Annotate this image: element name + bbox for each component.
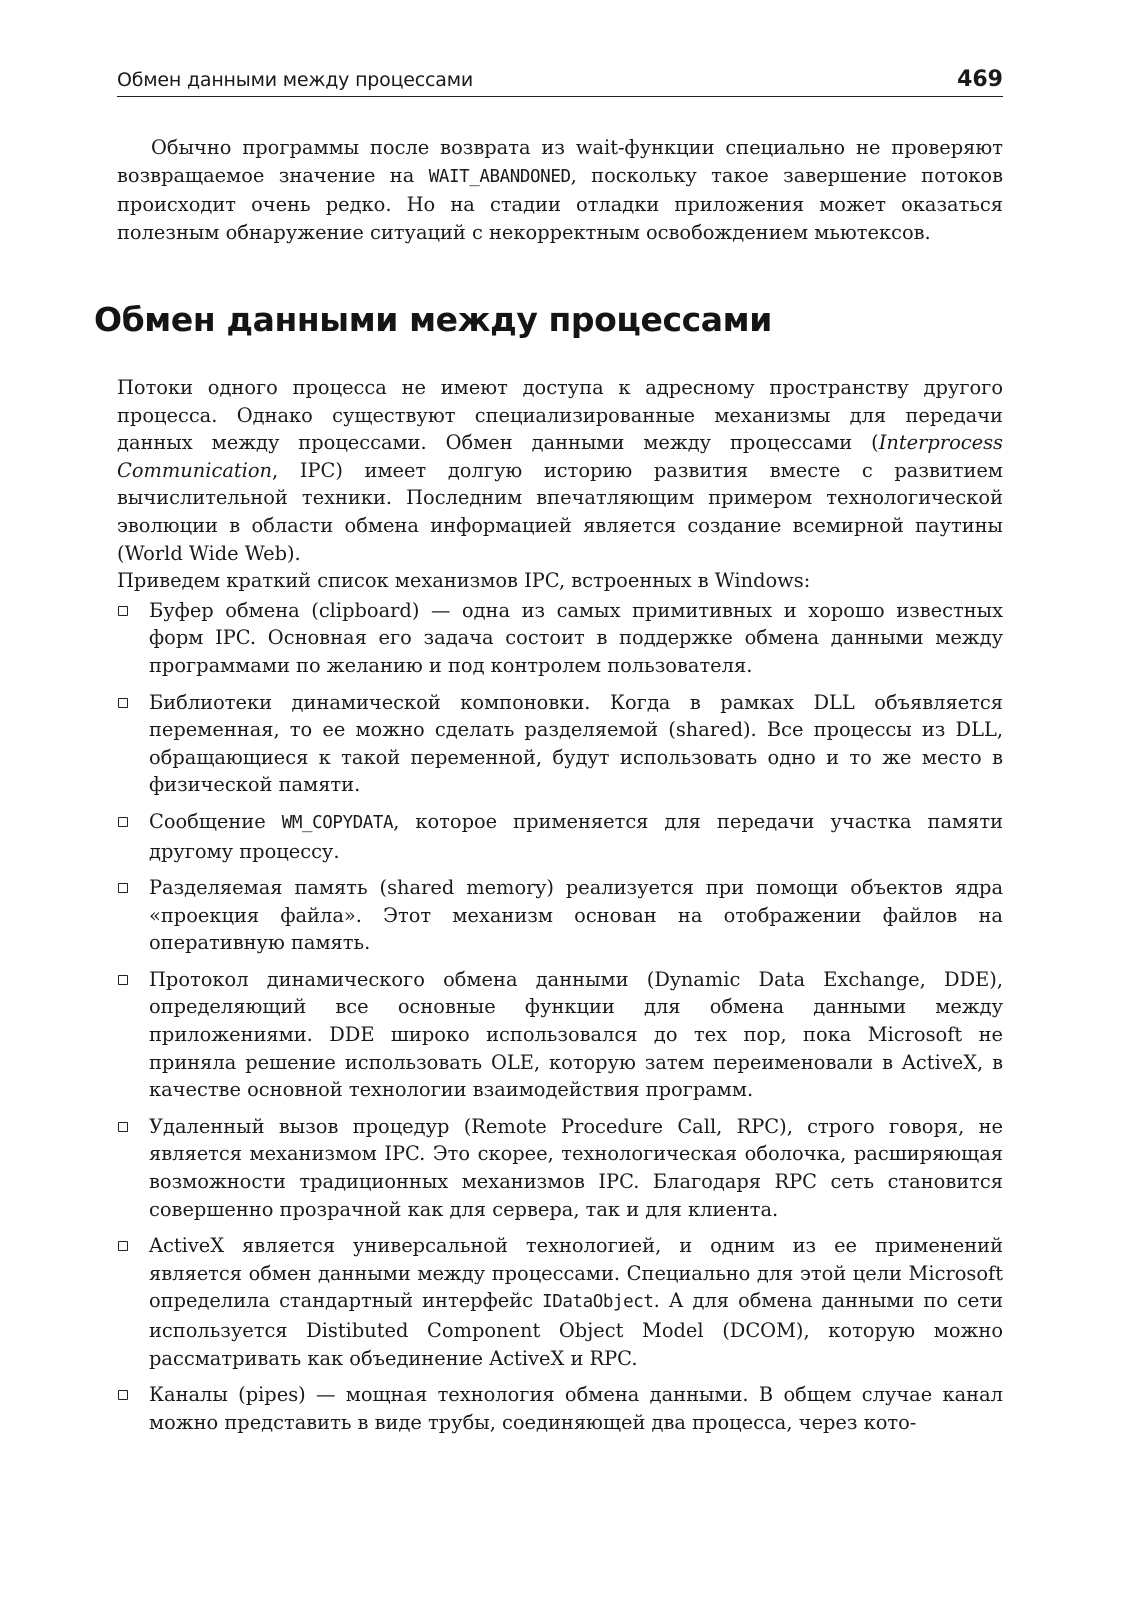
list-item-wm-copydata <box>117 808 1003 865</box>
list-item-shared-memory <box>117 874 1003 957</box>
list-item-text: Протокол динамического обмена данными (Dynamic Data Exchange, DDE), определяющий все основные функции для обмена данными между приложениями. DDE широко использовался до тех пор, пока Microsoft не приняла решение использовать OLE, которую затем переименовали в ActiveX, в качестве основной технологии взаимодействия программ. <box>149 967 1003 1102</box>
running-header <box>117 62 1003 97</box>
checkbox-bullet-icon <box>118 606 128 616</box>
section-heading: Обмен данными между процессами <box>94 300 772 339</box>
intro-paragraph <box>117 134 1003 246</box>
list-item-text-start: Сообщение <box>149 809 282 833</box>
list-lead-paragraph: Приведем краткий список механизмов IPC, встроенных в Windows: <box>117 569 811 593</box>
intro-text-end: , поскольку такое завершение потоков происходит очень редко. Но на стадии отладки приложения может оказаться полезным обнаружение ситуаций с некорректным освобождением мьютексов. <box>117 163 1003 244</box>
page-number: 469 <box>957 67 1003 92</box>
ipc-intro-text-end: , IPC) имеет долгую историю развития вместе с развитием вычислительной техники. Последним впечатляющим примером технологической эволюции в области обмена информацией является создание всемирной паутины (World Wide Web). <box>117 458 1003 565</box>
list-item-rpc <box>117 1113 1003 1223</box>
checkbox-bullet-icon <box>118 1122 128 1132</box>
list-item-text-end: , которое применяется для передачи участка памяти другому процессу. <box>149 809 1003 863</box>
checkbox-bullet-icon <box>118 975 128 985</box>
list-item-activex <box>117 1232 1003 1372</box>
ipc-mechanisms-list <box>117 597 1003 1437</box>
list-item-text: Буфер обмена (clipboard) — одна из самых примитивных и хорошо известных форм IPC. Основная его задача состоит в поддержке обмена данными между программами по желанию и под контролем пользователя. <box>149 598 1003 677</box>
checkbox-bullet-icon <box>118 1241 128 1251</box>
intro-text-start: Обычно программы после возврата из wait-функции специально не проверяют возвращаемое значение на <box>117 136 1003 187</box>
ipc-intro-paragraph <box>117 374 1003 567</box>
list-item-dll <box>117 689 1003 799</box>
list-item-text: Библиотеки динамической компоновки. Когда в рамках DLL объявляется переменная, то ее можно сделать разделяемой (shared). Все процессы из DLL, обращающиеся к такой переменной, будут использовать одно и то же место в физической памяти. <box>149 690 1003 797</box>
list-item-pipes <box>117 1381 1003 1436</box>
checkbox-bullet-icon <box>118 817 128 827</box>
code-wait-abandoned: WAIT_ABANDONED <box>428 166 571 187</box>
list-item-text: Разделяемая память (shared memory) реализуется при помощи объектов ядра «проекция файла». Этот механизм основан на отображении файлов на оперативную память. <box>149 876 1003 955</box>
list-item-text-end: . А для обмена данными по сети используется Distibuted Component Object Model (DCOM), которую можно рассматривать как объединение ActiveX и RPC. <box>149 1289 1003 1370</box>
ipc-intro-text-start: Потоки одного процесса не имеют доступа к адресному пространству другого процесса. Однако существуют специализированные механизмы для передачи данных между процессами. Обмен данными между процессами ( <box>117 376 1003 455</box>
code-wm-copydata: WM_COPYDATA <box>281 812 394 833</box>
list-item-dde <box>117 966 1003 1104</box>
checkbox-bullet-icon <box>118 883 128 893</box>
list-item-clipboard <box>117 597 1003 680</box>
list-item-text: Удаленный вызов процедур (Remote Procedure Call, RPC), строго говоря, не является механизмом IPC. Это скорее, технологическая оболочка, расширяющая возможности традиционных механизмов IPC. Благодаря RPC сеть становится совершенно прозрачной как для сервера, так и для клиента. <box>149 1114 1003 1221</box>
running-title: Обмен данными между процессами <box>117 69 474 91</box>
list-item-text: Каналы (pipes) — мощная технология обмена данными. В общем случае канал можно представить в виде трубы, соединяющей два процесса, через кото- <box>149 1383 1003 1434</box>
list-item-text-start: ActiveX является универсальной технологией, и одним из ее применений является обмен данными между процессами. Специально для этой цели Microsoft определила стандартный интерфейс <box>149 1234 1003 1313</box>
checkbox-bullet-icon <box>118 698 128 708</box>
ipc-term: Interprocess Communication <box>117 431 1003 482</box>
code-idataobject: IDataObject <box>542 1292 654 1313</box>
section-body <box>117 374 1003 1445</box>
checkbox-bullet-icon <box>118 1390 128 1400</box>
